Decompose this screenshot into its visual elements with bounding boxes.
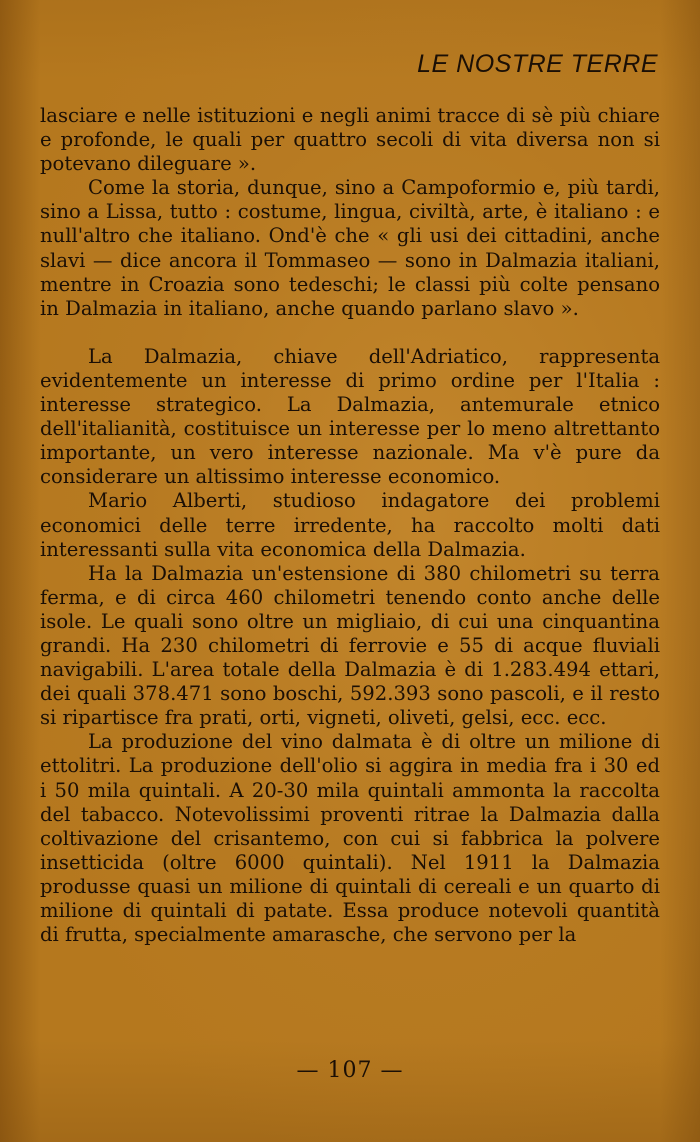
paragraph-alberti: Mario Alberti, studioso indagatore dei problemi economici delle terre irredente, ha raccolto molti dati interessanti sulla vita economica della Dalmazia. xyxy=(40,489,660,561)
paragraph-campoformio: Come la storia, dunque, sino a Campoformio e, più tardi, sino a Lissa, tutto : costume, lingua, civiltà, arte, è italiano : e null'altro che italiano. Ond'è che « gli usi dei cittadini, anche slavi — dice ancora il Tommaseo — sono in Dalmazia italiani, mentre in Croazia sono tedeschi; le classi più colte pensano in Dalmazia in italiano, anche quando parlano slavo ». xyxy=(40,176,660,320)
paragraph-produzione: La produzione del vino dalmata è di oltre un milione di ettolitri. La produzione dell'olio si aggira in media fra i 30 ed i 50 mila quintali. A 20-30 mila quintali ammonta la raccolta del tabacco. Notevolissimi proventi ritrae la Dalmazia dalla coltivazione del crisantemo, con cui si fabbrica la polvere insetticida (oltre 6000 quintali). Nel 1911 la Dalmazia produsse quasi un milione di quintali di cereali e un quarto di milione di quintali di patate. Essa produce notevoli quantità di frutta, specialmente amarasche, che servono per la xyxy=(40,730,660,947)
paragraph-adriatico: La Dalmazia, chiave dell'Adriatico, rappresenta evidentemente un interesse di primo ordine per l'Italia : interesse strategico. La Dalmazia, antemurale etnico dell'italianità, costituisce un interesse per lo meno altrettanto importante, un vero interesse nazionale. Ma v'è pure da considerare un altissimo interesse economico. xyxy=(40,344,660,489)
paragraph-estensione: Ha la Dalmazia un'estensione di 380 chilometri su terra ferma, e di circa 460 chilometri tenendo conto anche delle isole. Le quali sono oltre un migliaio, di cui una cinquantina grandi. Ha 230 chilometri di ferrovie e 55 di acque fluviali navigabili. L'area totale della Dalmazia è di 1.283.494 ettari, dei quali 378.471 sono boschi, 592.393 sono pascoli, e il resto si ripartisce fra prati, orti, vigneti, oliveti, gelsi, ecc. ecc. xyxy=(40,561,660,730)
paragraph-continuation: lasciare e nelle istituzioni e negli animi tracce di sè più chiare e profonde, le quali per quattro secoli di vita diversa non si potevano dileguare ». xyxy=(40,104,660,176)
running-head: LE NOSTRE TERRE xyxy=(417,50,658,78)
page-number: — 107 — xyxy=(296,1058,404,1083)
body-text xyxy=(40,104,660,947)
